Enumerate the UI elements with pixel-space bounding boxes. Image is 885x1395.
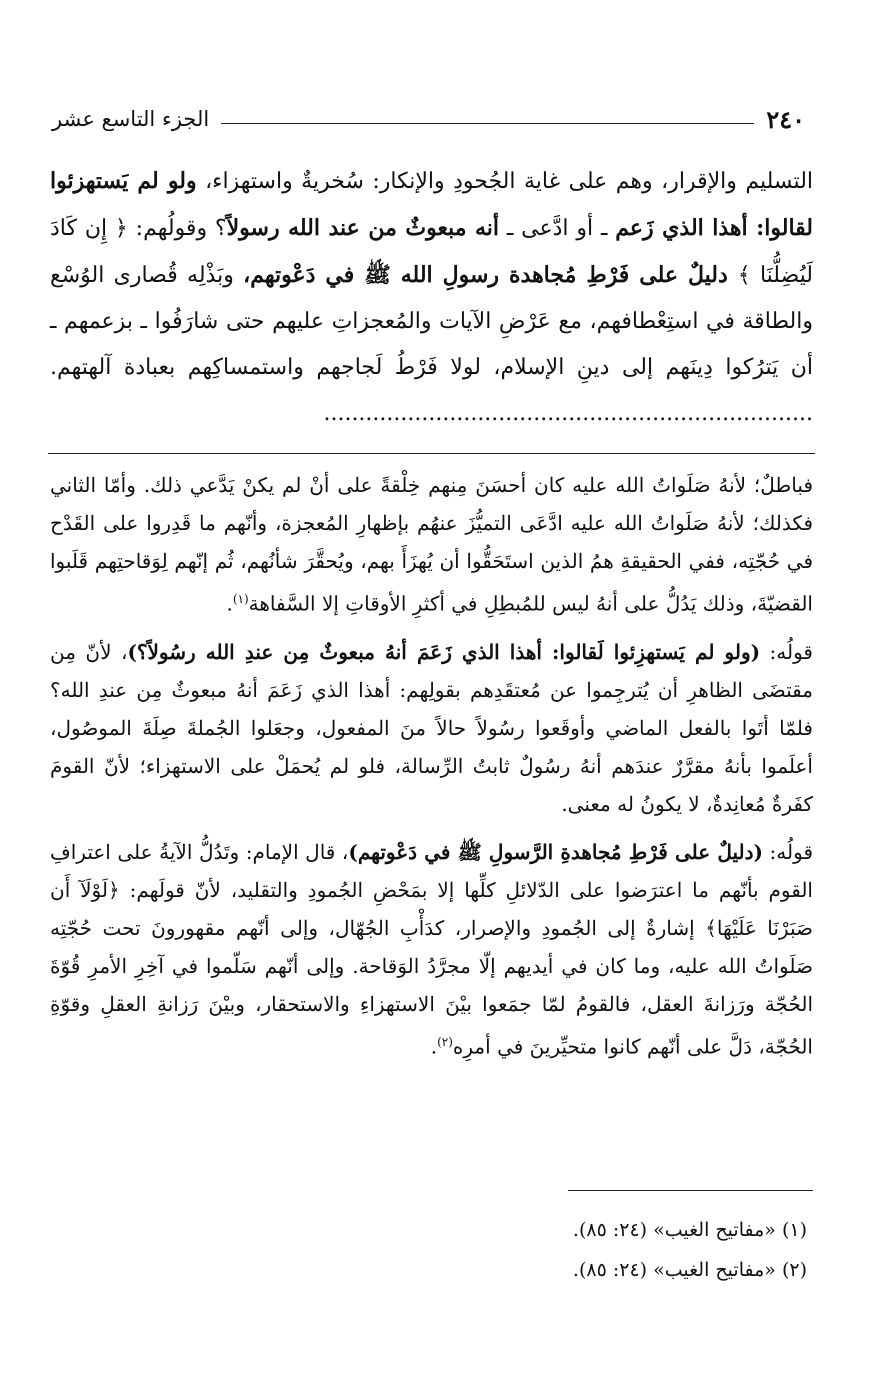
page-header bbox=[52, 102, 805, 136]
commentary-text: إشارةٌ إلى الجُمودِ والإصرار، كدَأْبِ الجُهّال، وإلى أنّهم مقهورونَ تحت حُجّتِه صَلَواتُ الله عليه، وما كان في أيديهم إلّا مجرَّدُ الوَقاحة. وإلى أنّهم سَلّموا في آخِرِ الأمرِ قُوّةَ الحُجّة ورَزانةَ العقل، فالقومُ لمّا جمَعوا بيْنَ الاستهزاءِ والاستحقار، وبيْنَ رَزانةِ العقلِ وقوّةِ الحُجّة، دَلَّ على أنّهم كانوا متحيِّرينَ في أمرِه bbox=[50, 915, 813, 1059]
dotted-leader: ...................................................................... bbox=[323, 401, 813, 426]
main-text-part: التسليم والإقرار، وهم على غاية الجُحودِ والإنكار: سُخريةٌ واستهزاء، bbox=[196, 169, 814, 194]
header-rule bbox=[221, 123, 754, 124]
main-text-part: وبَذْلِه قُصارى الوُسْع والطاقة في استِعْطافهم، مع عَرْضِ الآيات والمُعجزاتِ عليهم حتى شارَفُوا ـ بزعمهم ـ أن يَترُكوا دِينَهم إلى دينِ الإسلام، لولا فَرْطُ لَجاجهم واستمساكِهم بعبادة آلهتهم. bbox=[50, 263, 813, 380]
footnote-ref: (٢) bbox=[437, 1034, 453, 1049]
page-body bbox=[50, 158, 813, 1075]
commentary-text: . bbox=[430, 1034, 438, 1059]
footnote-ref: (١) bbox=[232, 592, 249, 606]
commentary-lead: قولُه: bbox=[760, 639, 813, 664]
main-text-part: ـ أو ادَّعى ـ bbox=[499, 216, 616, 241]
main-bold-phrase: دليلٌ على فَرْطِ مُجاهدة رسولِ الله ﷺ في دَعْوتهم، bbox=[243, 262, 738, 288]
quran-quote: ﴿لَوْلَآ أَن صَبَرْنَا عَلَيْهَا﴾ bbox=[50, 877, 813, 940]
main-bold-phrase: أنه مبعوثٌ من عند الله رسولاً bbox=[226, 215, 500, 241]
footnotes bbox=[573, 1210, 807, 1290]
commentary-text: ، قال الإمام: وتَدُلُّ الآيةُ على اعترافِ القوم بأنّهم ما اعترَضوا على الدّلائلِ كلِّها إلا بمَحْضِ الجُمودِ والتقليد، لأنّ قولَهم: bbox=[50, 839, 813, 902]
quran-quote: ﴿ إِن كَادَ لَيُضِلُّنَا ﴾ bbox=[50, 216, 813, 288]
commentary-text: فباطلٌ؛ لأنهُ صَلَواتُ الله عليه كان أحسَنَ مِنهم خِلْقةً على أنْ لم يكنْ يَدَّعي ذلك. وأمّا الثاني فكذلك؛ لأنهُ صَلَواتُ الله عليه ادَّعَى التميُّزَ عنهُم بإظهارِ المُعجزة، وأنّهم ما قَدِروا على القَدْح في حُجّتِه، ففي الحقيقةِ همُ الذين استَحَقُّوا أن يُهزَأَ بهم، ويُحقَّرَ شأنُهم، ثُم إنّهم لِوَقاحتِهم قَلَبوا القضيّةَ، وذلك يَدُلُّ على أنهُ ليس للمُبطِلِ في أكثرِ الأوقاتِ إلا السَّفاهة bbox=[50, 473, 813, 616]
main-bold-phrase: ولو لم يَستهزئوا لقالوا: أهذا الذي زَعم bbox=[50, 168, 813, 241]
commentary-quote: (دليلٌ على فَرْطِ مُجاهدةِ الرَّسولِ ﷺ في دَعْوتهم) bbox=[348, 839, 764, 864]
footnote: (١) «مفاتيح الغيب» (٢٤: ٨٥). bbox=[572, 1219, 807, 1241]
footnote-separator bbox=[568, 1190, 813, 1191]
commentary-paragraph: فباطلٌ؛ لأنهُ صَلَواتُ الله عليه كان أحسَنَ مِنهم خِلْقةً على أنْ لم يكنْ يَدَّعي ذلك. وأمّا الثاني فكذلك؛ لأنهُ صَلَواتُ الله عليه ادَّعَى التميُّزَ عنهُم بإظهارِ المُعجزة، وأنّهم ما قَدِروا على القَدْح في حُجّتِه، ففي الحقيقةِ همُ الذين استَحَقُّوا أن يُهزَأَ بهم، ويُحقَّرَ شأنُهم، ثُم إنّهم لِوَقاحتِهم قَلَبوا القضيّةَ، وذلك يَدُلُّ على أنهُ ليس للمُبطِلِ في أكثرِ الأوقاتِ إلا السَّفاهة$^{(١)}$. bbox=[50, 473, 813, 616]
commentary-paragraph bbox=[50, 633, 813, 823]
main-text-part: ؟ وقولُهم: bbox=[127, 216, 227, 241]
running-title: الجزء التاسع عشر bbox=[52, 107, 210, 131]
footnote: (٢) «مفاتيح الغيب» (٢٤: ٨٥). bbox=[572, 1259, 807, 1281]
commentary-text: ، لأنّ مِن مقتضَى الظاهرِ أن يُترجِموا عن مُعتقَدِهم بقولِهم: أهذا الذي زَعَمَ أنهُ مبعوثٌ مِن عندِ الله؟ فلمّا أتَوا بالفعل الماضي وأوقَعوا رسُولاً حالاً منَ المفعول، وجعَلوا الجُملةَ صِلَةَ الموصُول، أعلَموا بأنهُ مقرَّرٌ عندَهم أنهُ رسُولٌ ثابتُ الرِّسالة، فلو لم يُحمَلْ على الاستهزاء؛ لأنّ القومَ كفَرةٌ مُعانِدةٌ، لا يكونُ له معنى. bbox=[50, 639, 813, 816]
commentary-separator bbox=[48, 453, 815, 454]
commentary-quote: (ولو لم يَستهزِئوا لَقالوا: أهذا الذي زَعَمَ أنهُ مبعوثٌ مِن عندِ الله رسُولاً؟) bbox=[127, 639, 761, 664]
main-text bbox=[50, 158, 813, 437]
commentary-paragraph bbox=[50, 833, 813, 1066]
page-number: ٢٤٠ bbox=[766, 104, 805, 134]
commentary bbox=[50, 466, 813, 1065]
commentary-lead: قولُه: bbox=[763, 839, 814, 864]
